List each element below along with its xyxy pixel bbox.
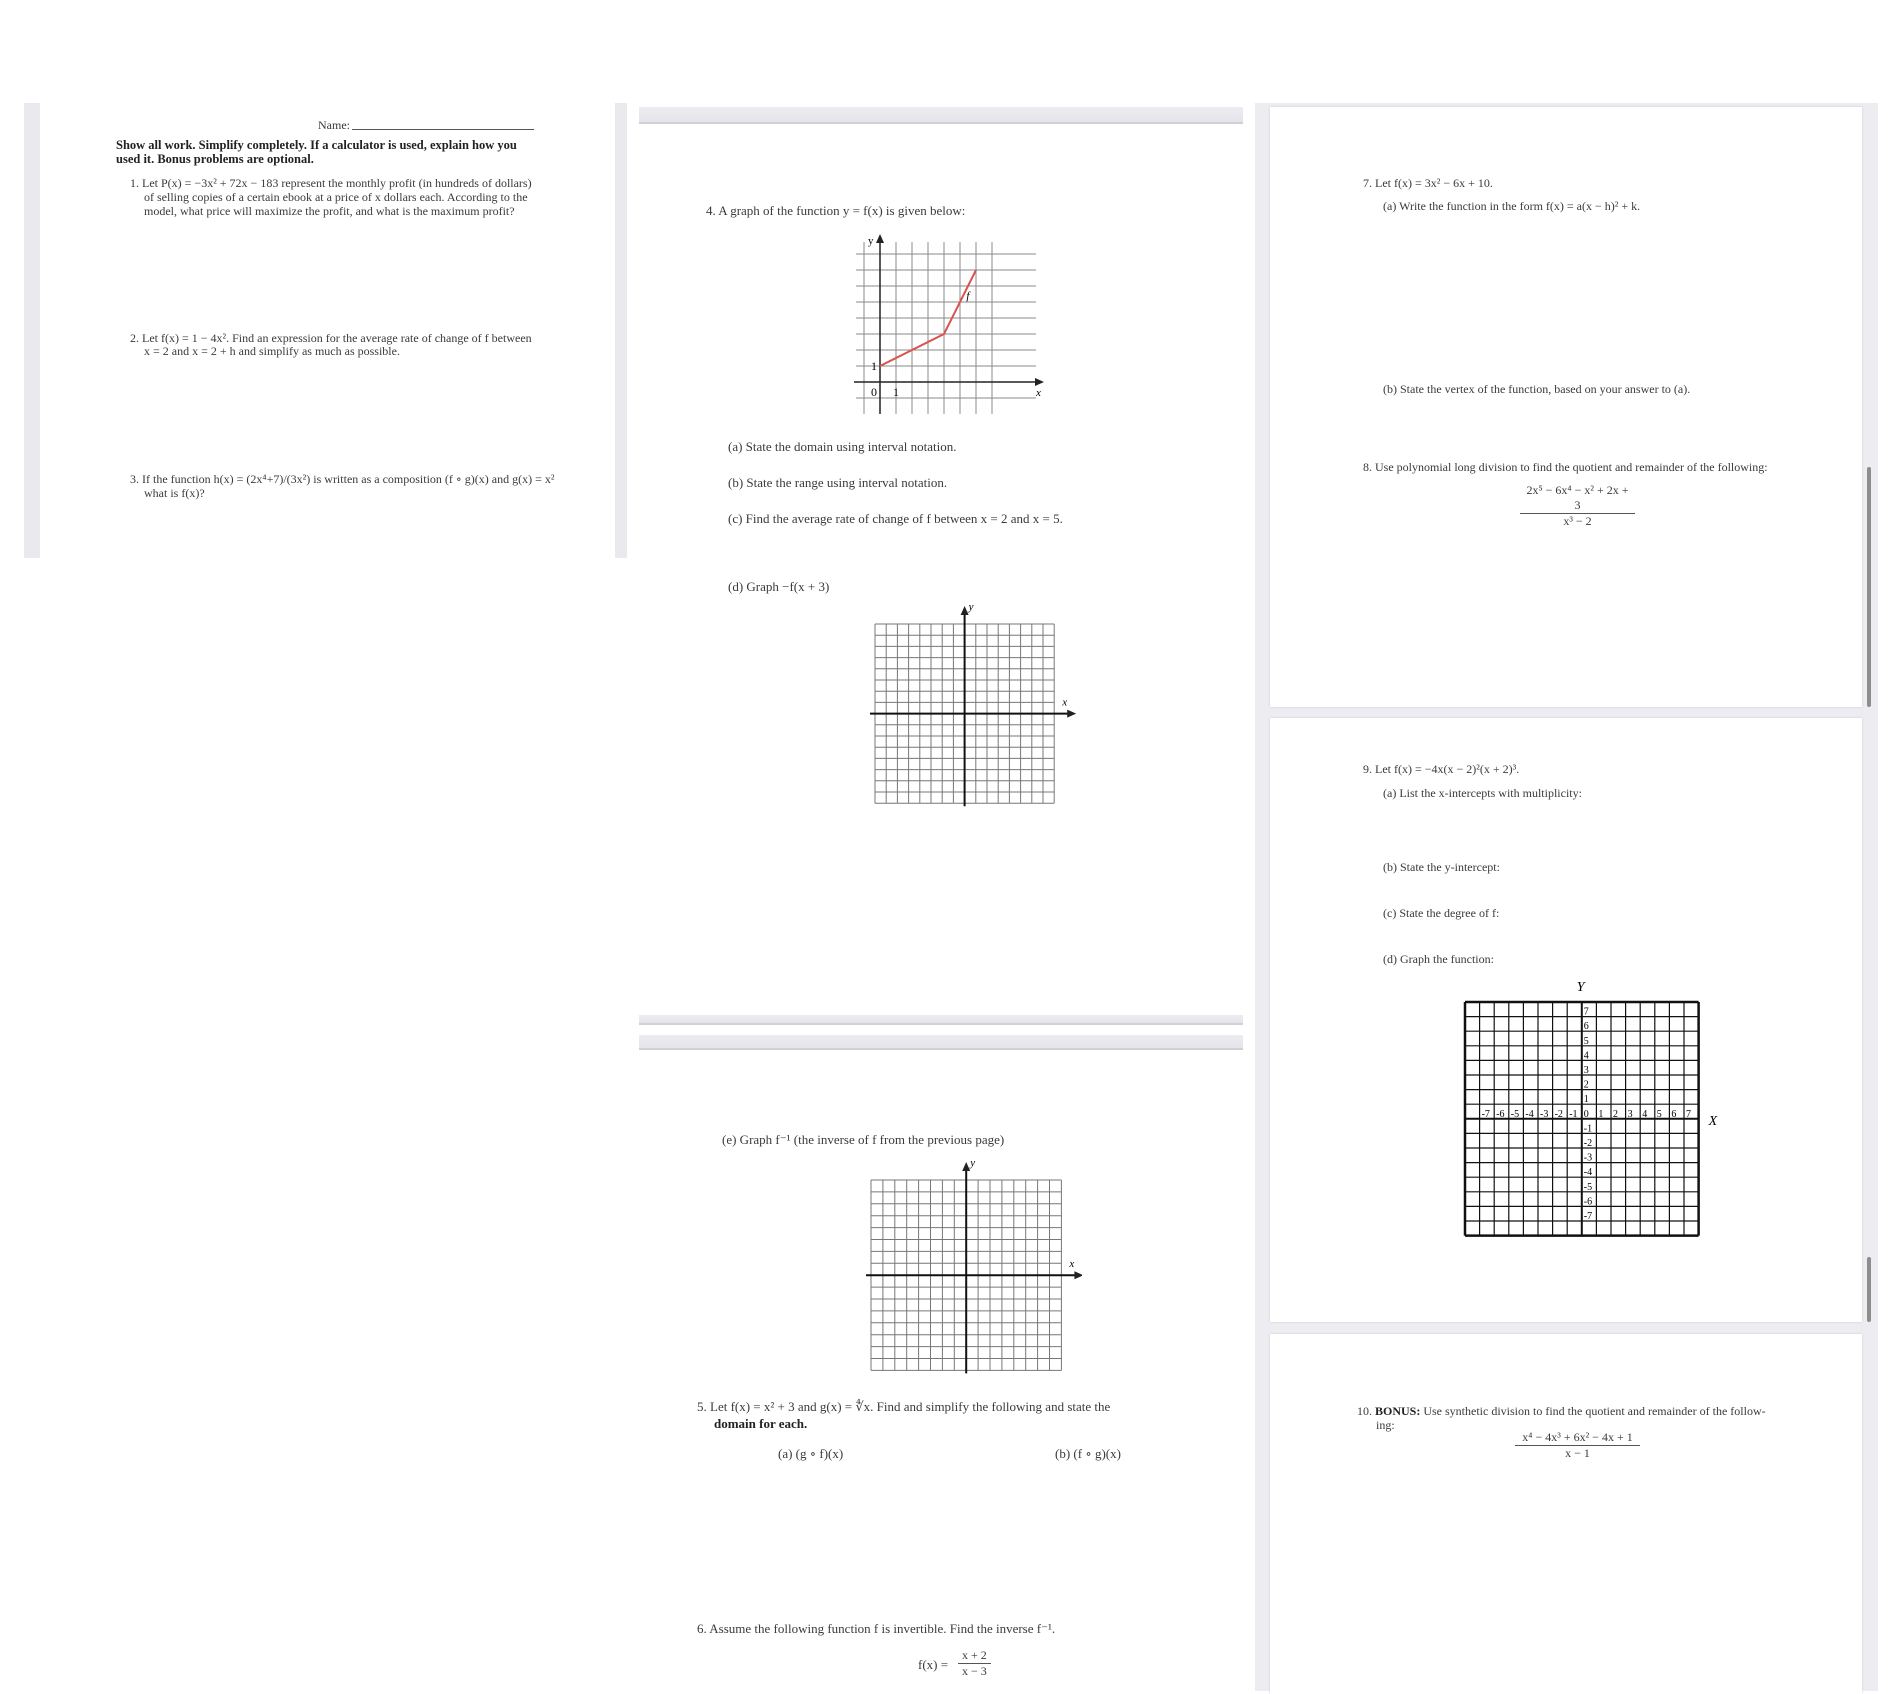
origin-label: 0 bbox=[871, 385, 877, 399]
x-tick-label: -1 bbox=[1569, 1108, 1578, 1120]
question-1: of selling copies of a certain ebook at a price of x dollars each. According to the bbox=[144, 190, 528, 204]
curve-label: f bbox=[966, 289, 970, 302]
y-tick-label: 4 bbox=[1583, 1050, 1589, 1062]
question-1: model, what price will maximize the profit, and what is the maximum profit? bbox=[144, 204, 515, 218]
x-tick-label: 7 bbox=[1686, 1108, 1691, 1120]
y-axis-arrow-icon bbox=[962, 1162, 970, 1171]
coordinate-grid[interactable] bbox=[1450, 973, 1730, 1243]
question-4: 4. A graph of the function y = f(x) is given below: bbox=[706, 203, 966, 218]
worksheet-page-4 bbox=[1270, 107, 1862, 707]
question-9b: (b) State the y-intercept: bbox=[1383, 860, 1500, 874]
bonus-label: BONUS: bbox=[1375, 1404, 1421, 1418]
x-tick-label: 3 bbox=[1627, 1108, 1633, 1120]
question-7b: (b) State the vertex of the function, based on your answer to (a). bbox=[1383, 382, 1691, 396]
instructions: used it. Bonus problems are optional. bbox=[116, 152, 314, 166]
x-tick-label: -6 bbox=[1496, 1108, 1505, 1120]
question-4c: (c) Find the average rate of change of f between x = 2 and x = 5. bbox=[728, 511, 1063, 526]
y-tick-label: -6 bbox=[1583, 1196, 1593, 1208]
numerator: 2x⁵ − 6x⁴ − x² + 2x + 3 bbox=[1520, 483, 1635, 514]
page-separator bbox=[639, 1015, 1243, 1025]
page-separator bbox=[639, 107, 1243, 124]
y-tick-label: 3 bbox=[1583, 1065, 1589, 1076]
y-axis-label: Y bbox=[1576, 980, 1585, 995]
x-tick-label: 1 bbox=[893, 385, 899, 399]
question-4d: (d) Graph −f(x + 3) bbox=[728, 579, 830, 594]
y-axis-arrow-icon bbox=[876, 234, 884, 243]
question-3: what is f(x)? bbox=[144, 486, 205, 500]
x-tick-label: -2 bbox=[1554, 1108, 1563, 1120]
question-9: 9. Let f(x) = −4x(x − 2)²(x + 2)³. bbox=[1363, 762, 1520, 776]
question-5: 5. Let f(x) = x² + 3 and g(x) = ∜x. Find and simplify the following and state the bbox=[697, 1399, 1111, 1414]
question-7a: (a) Write the function in the form f(x) = a(x − h)² + k. bbox=[1383, 199, 1641, 213]
name-label: Name: bbox=[318, 118, 350, 132]
question-text: Use synthetic division to find the quotient and remainder of the follow- bbox=[1423, 1404, 1766, 1418]
question-2: x = 2 and x = 2 + h and simplify as much as possible. bbox=[144, 344, 400, 358]
page-edge-left bbox=[24, 103, 40, 558]
question-8: 8. Use polynomial long division to find the quotient and remainder of the following: bbox=[1363, 460, 1768, 474]
x-axis-arrow-icon bbox=[1074, 1271, 1082, 1279]
fraction bbox=[958, 1648, 991, 1679]
question-5: domain for each. bbox=[714, 1416, 808, 1431]
question-6: 6. Assume the following function f is invertible. Find the inverse f⁻¹. bbox=[697, 1621, 1056, 1636]
x-tick-label: -3 bbox=[1540, 1108, 1549, 1120]
question-4e: (e) Graph f⁻¹ (the inverse of f from the previous page) bbox=[722, 1132, 1005, 1147]
numerator: x + 2 bbox=[958, 1648, 991, 1664]
equation-lhs: f(x) = bbox=[918, 1657, 949, 1672]
y-tick-label: 6 bbox=[1583, 1021, 1589, 1033]
y-tick-label: -1 bbox=[1583, 1123, 1593, 1135]
question-7: 7. Let f(x) = 3x² − 6x + 10. bbox=[1363, 176, 1493, 190]
x-tick-label: 1 bbox=[1598, 1108, 1604, 1120]
x-tick-label: 2 bbox=[1613, 1108, 1618, 1120]
denominator: x − 1 bbox=[1565, 1446, 1590, 1460]
x-axis-label: x bbox=[1062, 696, 1068, 709]
y-tick-label: 7 bbox=[1583, 1006, 1589, 1018]
x-tick-label: -7 bbox=[1481, 1108, 1490, 1120]
denominator: x − 3 bbox=[962, 1664, 987, 1678]
question-5a: (a) (g ∘ f)(x) bbox=[778, 1446, 844, 1461]
y-axis-label: y bbox=[968, 604, 974, 613]
x-tick-label: -4 bbox=[1525, 1108, 1534, 1120]
question-number: 10. bbox=[1357, 1404, 1372, 1418]
y-tick-label: 2 bbox=[1583, 1079, 1589, 1091]
worksheet-page-6 bbox=[1270, 1334, 1862, 1694]
x-axis-label: x bbox=[1036, 387, 1041, 399]
y-tick-label: -5 bbox=[1583, 1181, 1593, 1193]
x-axis-label: X bbox=[1708, 1113, 1718, 1129]
x-tick-label: 4 bbox=[1642, 1108, 1648, 1120]
y-tick-label: -3 bbox=[1583, 1152, 1593, 1164]
y-tick-label: -4 bbox=[1583, 1167, 1593, 1179]
name-field[interactable] bbox=[352, 129, 534, 130]
blank-graph-grid-d[interactable] bbox=[866, 604, 1081, 814]
function-graph bbox=[850, 232, 1050, 422]
blank-graph-grid-e[interactable] bbox=[862, 1160, 1082, 1375]
question-10 bbox=[1357, 1404, 1766, 1418]
scrollbar-thumb[interactable] bbox=[1867, 1257, 1871, 1322]
x-axis-arrow-icon bbox=[1067, 710, 1076, 718]
x-axis-arrow-icon bbox=[1035, 378, 1044, 386]
x-tick-label: -5 bbox=[1510, 1108, 1520, 1120]
question-2: 2. Let f(x) = 1 − 4x². Find an expression for the average rate of change of f between bbox=[130, 331, 532, 345]
y-tick-label: -2 bbox=[1583, 1138, 1593, 1149]
y-axis-label: y bbox=[970, 1160, 976, 1169]
x-tick-label: 0 bbox=[1583, 1108, 1589, 1120]
y-tick-label: 1 bbox=[1583, 1094, 1589, 1106]
question-5b: (b) (f ∘ g)(x) bbox=[1055, 1446, 1121, 1461]
page-separator bbox=[639, 1035, 1243, 1050]
question-1: 1. Let P(x) = −3x² + 72x − 183 represent the monthly profit (in hundreds of dollars) bbox=[130, 176, 532, 190]
question-9d: (d) Graph the function: bbox=[1383, 952, 1494, 966]
worksheet-page-5 bbox=[1270, 718, 1862, 1322]
fraction bbox=[1520, 483, 1635, 529]
question-4b: (b) State the range using interval notation. bbox=[728, 475, 948, 490]
y-tick-label: 5 bbox=[1583, 1035, 1589, 1047]
x-tick-label: 5 bbox=[1656, 1108, 1662, 1120]
denominator: x³ − 2 bbox=[1563, 514, 1592, 528]
fraction bbox=[1515, 1430, 1640, 1461]
x-tick-label: 6 bbox=[1671, 1108, 1677, 1120]
question-9c: (c) State the degree of f: bbox=[1383, 906, 1500, 920]
y-axis-label: y bbox=[868, 235, 874, 247]
x-axis-label: x bbox=[1069, 1258, 1075, 1271]
scrollbar-thumb[interactable] bbox=[1867, 467, 1871, 707]
question-10: ing: bbox=[1376, 1418, 1395, 1432]
numerator: x⁴ − 4x³ + 6x² − 4x + 1 bbox=[1515, 1430, 1640, 1446]
instructions: Show all work. Simplify completely. If a calculator is used, explain how you bbox=[116, 138, 517, 152]
question-3: 3. If the function h(x) = (2x⁴+7)/(3x²) is written as a composition (f ∘ g)(x) and g(x) = x² bbox=[130, 472, 555, 486]
y-tick-label: -7 bbox=[1583, 1211, 1593, 1222]
y-axis-arrow-icon bbox=[961, 606, 969, 615]
page-edge-right bbox=[615, 103, 627, 558]
question-9a: (a) List the x-intercepts with multiplicity: bbox=[1383, 786, 1582, 800]
y-tick-label: 1 bbox=[871, 359, 877, 373]
question-4a: (a) State the domain using interval notation. bbox=[728, 439, 957, 454]
